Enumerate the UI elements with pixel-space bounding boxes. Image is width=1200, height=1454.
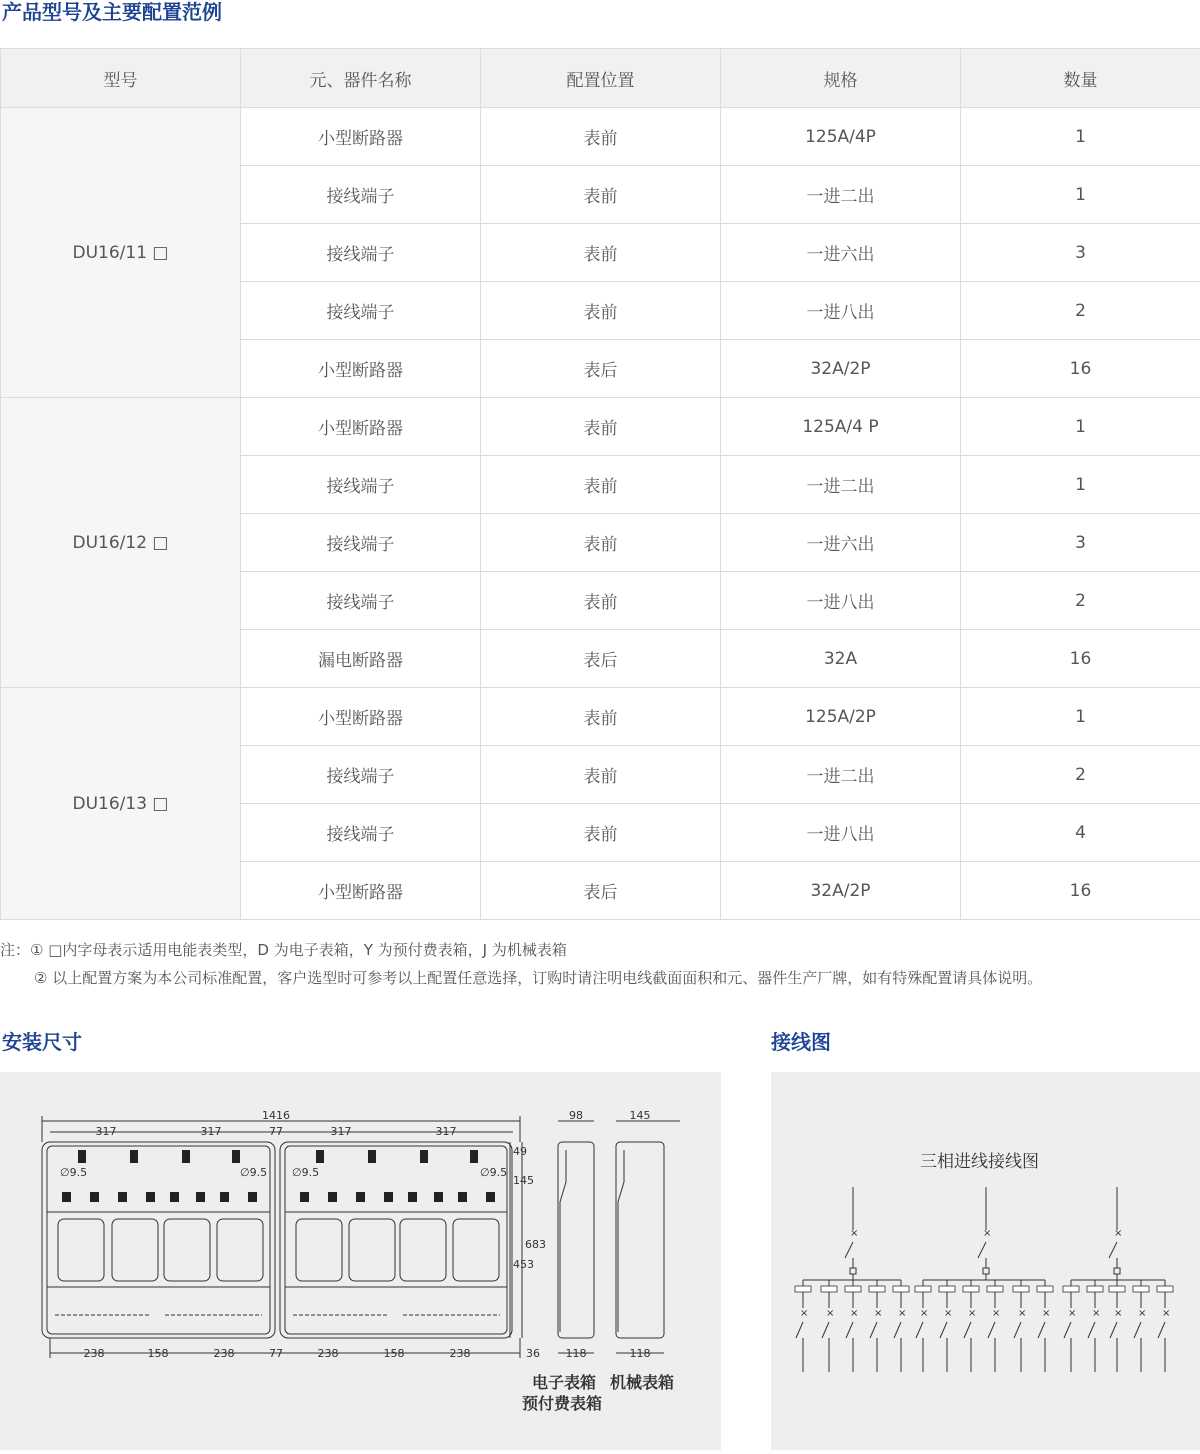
wiring-diagram-title: 三相进线接线图 bbox=[920, 1147, 1039, 1172]
branch-switch bbox=[1110, 1322, 1117, 1338]
dim-hole-3: ∅9.5 bbox=[292, 1166, 319, 1179]
component-cell: 小型断路器 bbox=[241, 398, 481, 456]
header-position: 配置位置 bbox=[481, 49, 721, 108]
kwh-meter bbox=[963, 1286, 979, 1292]
position-cell: 表前 bbox=[481, 108, 721, 166]
spec-cell: 32A/2P bbox=[721, 862, 961, 920]
branch-switch bbox=[940, 1322, 947, 1338]
spec-cell: 一进八出 bbox=[721, 572, 961, 630]
position-cell: 表前 bbox=[481, 456, 721, 514]
break-mark: × bbox=[850, 1228, 858, 1239]
component-cell: 小型断路器 bbox=[241, 340, 481, 398]
break-mark: × bbox=[1114, 1308, 1122, 1319]
spec-cell: 32A bbox=[721, 630, 961, 688]
position-cell: 表前 bbox=[481, 688, 721, 746]
dim-side-a-bottom: 118 bbox=[566, 1347, 587, 1360]
break-mark: × bbox=[898, 1308, 906, 1319]
table-row bbox=[1, 398, 1200, 456]
position-cell: 表前 bbox=[481, 746, 721, 804]
component-cell: 接线端子 bbox=[241, 746, 481, 804]
break-mark: × bbox=[1092, 1308, 1100, 1319]
spec-cell: 125A/4P bbox=[721, 108, 961, 166]
branch-switch bbox=[1064, 1322, 1071, 1338]
model-cell: DU16/13 □ bbox=[1, 688, 241, 920]
kwh-meter bbox=[1109, 1286, 1125, 1292]
branch-switch bbox=[846, 1322, 853, 1338]
kwh-meter bbox=[1013, 1286, 1029, 1292]
component-cell: 漏电断路器 bbox=[241, 630, 481, 688]
dim-overall-width: 1416 bbox=[262, 1109, 290, 1122]
header-quantity: 数量 bbox=[961, 49, 1200, 108]
quantity-cell: 16 bbox=[961, 630, 1200, 688]
dim-hole-4: ∅9.5 bbox=[480, 1166, 507, 1179]
kwh-meter bbox=[939, 1286, 955, 1292]
spec-cell: 一进二出 bbox=[721, 746, 961, 804]
spec-cell: 一进二出 bbox=[721, 166, 961, 224]
notes bbox=[0, 936, 1042, 992]
break-mark: × bbox=[1162, 1308, 1170, 1319]
position-cell: 表前 bbox=[481, 572, 721, 630]
kwh-meter bbox=[893, 1286, 909, 1292]
quantity-cell: 16 bbox=[961, 340, 1200, 398]
branch-switch bbox=[988, 1322, 995, 1338]
component-cell: 接线端子 bbox=[241, 514, 481, 572]
position-cell: 表后 bbox=[481, 340, 721, 398]
caption-prepaid: 预付费表箱 bbox=[522, 1391, 602, 1414]
kwh-meter bbox=[821, 1286, 837, 1292]
kwh-meter bbox=[1063, 1286, 1079, 1292]
branch-switch bbox=[1038, 1322, 1045, 1338]
kwh-meter bbox=[915, 1286, 931, 1292]
quantity-cell: 3 bbox=[961, 224, 1200, 282]
position-cell: 表前 bbox=[481, 224, 721, 282]
break-mark: × bbox=[826, 1308, 834, 1319]
position-cell: 表前 bbox=[481, 282, 721, 340]
component-cell: 接线端子 bbox=[241, 282, 481, 340]
dim-bottom-3: 238 bbox=[214, 1347, 235, 1360]
branch-switch bbox=[964, 1322, 971, 1338]
table-header-row bbox=[1, 49, 1200, 108]
kwh-meter bbox=[1157, 1286, 1173, 1292]
junction bbox=[850, 1268, 856, 1274]
model-cell: DU16/11 □ bbox=[1, 108, 241, 398]
quantity-cell: 2 bbox=[961, 746, 1200, 804]
break-mark: × bbox=[920, 1308, 928, 1319]
component-cell: 小型断路器 bbox=[241, 108, 481, 166]
dim-hole-2: ∅9.5 bbox=[240, 1166, 267, 1179]
dim-top-span-3: 317 bbox=[331, 1125, 352, 1138]
junction bbox=[983, 1268, 989, 1274]
dim-top-span-2: 317 bbox=[201, 1125, 222, 1138]
branch-switch bbox=[822, 1322, 829, 1338]
wiring-diagram bbox=[771, 1072, 1200, 1450]
install-section-title: 安装尺寸 bbox=[2, 1030, 82, 1054]
kwh-meter bbox=[1133, 1286, 1149, 1292]
position-cell: 表后 bbox=[481, 630, 721, 688]
kwh-meter bbox=[869, 1286, 885, 1292]
position-cell: 表前 bbox=[481, 804, 721, 862]
break-mark: × bbox=[1068, 1308, 1076, 1319]
break-mark: × bbox=[992, 1308, 1000, 1319]
component-cell: 小型断路器 bbox=[241, 688, 481, 746]
table-row bbox=[1, 108, 1200, 166]
spec-cell: 32A/2P bbox=[721, 340, 961, 398]
branch-switch bbox=[894, 1322, 901, 1338]
branch-switch bbox=[916, 1322, 923, 1338]
break-mark: × bbox=[983, 1228, 991, 1239]
break-mark: × bbox=[850, 1308, 858, 1319]
branch-switch bbox=[1088, 1322, 1095, 1338]
header-spec: 规格 bbox=[721, 49, 961, 108]
dim-side-b-top: 145 bbox=[630, 1109, 651, 1122]
branch-switch bbox=[796, 1322, 803, 1338]
dim-bottom-4: 238 bbox=[318, 1347, 339, 1360]
quantity-cell: 4 bbox=[961, 804, 1200, 862]
dim-bottom-6: 238 bbox=[450, 1347, 471, 1360]
dim-bottom-5: 158 bbox=[384, 1347, 405, 1360]
component-cell: 接线端子 bbox=[241, 804, 481, 862]
dim-top-gap: 77 bbox=[269, 1125, 283, 1138]
position-cell: 表前 bbox=[481, 398, 721, 456]
position-cell: 表后 bbox=[481, 862, 721, 920]
dim-h-mid: 453 bbox=[513, 1258, 534, 1271]
dim-right-margin: 36 bbox=[526, 1347, 540, 1360]
spec-cell: 125A/2P bbox=[721, 688, 961, 746]
dim-side-a-top: 98 bbox=[569, 1109, 583, 1122]
break-mark: × bbox=[874, 1308, 882, 1319]
component-cell: 接线端子 bbox=[241, 166, 481, 224]
kwh-meter bbox=[1037, 1286, 1053, 1292]
quantity-cell: 1 bbox=[961, 108, 1200, 166]
quantity-cell: 3 bbox=[961, 514, 1200, 572]
break-mark: × bbox=[1018, 1308, 1026, 1319]
quantity-cell: 1 bbox=[961, 688, 1200, 746]
dim-bottom-gap: 77 bbox=[269, 1347, 283, 1360]
table-row bbox=[1, 688, 1200, 746]
dim-h-top: 49 bbox=[513, 1145, 527, 1158]
kwh-meter bbox=[845, 1286, 861, 1292]
dim-top-span-4: 317 bbox=[436, 1125, 457, 1138]
component-cell: 接线端子 bbox=[241, 456, 481, 514]
quantity-cell: 1 bbox=[961, 166, 1200, 224]
spec-cell: 125A/4 P bbox=[721, 398, 961, 456]
main-switch bbox=[1109, 1242, 1117, 1258]
main-switch bbox=[845, 1242, 853, 1258]
kwh-meter bbox=[987, 1286, 1003, 1292]
branch-switch bbox=[870, 1322, 877, 1338]
position-cell: 表前 bbox=[481, 166, 721, 224]
dim-side-b-bottom: 118 bbox=[630, 1347, 651, 1360]
component-cell: 接线端子 bbox=[241, 572, 481, 630]
caption-mechanical: 机械表箱 bbox=[610, 1370, 674, 1393]
install-panel bbox=[0, 1072, 721, 1450]
quantity-cell: 1 bbox=[961, 398, 1200, 456]
model-cell: DU16/12 □ bbox=[1, 398, 241, 688]
dim-h-total: 683 bbox=[525, 1238, 546, 1251]
caption-electronic: 电子表箱 bbox=[532, 1370, 596, 1393]
break-mark: × bbox=[1114, 1228, 1122, 1239]
dim-hole-1: ∅9.5 bbox=[60, 1166, 87, 1179]
kwh-meter bbox=[795, 1286, 811, 1292]
break-mark: × bbox=[944, 1308, 952, 1319]
position-cell: 表前 bbox=[481, 514, 721, 572]
break-mark: × bbox=[1138, 1308, 1146, 1319]
dim-top-span-1: 317 bbox=[96, 1125, 117, 1138]
spec-cell: 一进二出 bbox=[721, 456, 961, 514]
install-dimension-drawing bbox=[0, 1072, 721, 1450]
config-table bbox=[0, 48, 1200, 920]
spec-cell: 一进八出 bbox=[721, 804, 961, 862]
config-section-title: 产品型号及主要配置范例 bbox=[2, 0, 222, 24]
header-component: 元、器件名称 bbox=[241, 49, 481, 108]
quantity-cell: 2 bbox=[961, 282, 1200, 340]
break-mark: × bbox=[968, 1308, 976, 1319]
quantity-cell: 1 bbox=[961, 456, 1200, 514]
quantity-cell: 16 bbox=[961, 862, 1200, 920]
break-mark: × bbox=[800, 1308, 808, 1319]
junction bbox=[1114, 1268, 1120, 1274]
component-cell: 接线端子 bbox=[241, 224, 481, 282]
quantity-cell: 2 bbox=[961, 572, 1200, 630]
branch-switch bbox=[1158, 1322, 1165, 1338]
branch-switch bbox=[1134, 1322, 1141, 1338]
dim-bottom-2: 158 bbox=[148, 1347, 169, 1360]
wiring-panel bbox=[771, 1072, 1200, 1450]
spec-cell: 一进八出 bbox=[721, 282, 961, 340]
break-mark: × bbox=[1042, 1308, 1050, 1319]
main-switch bbox=[978, 1242, 986, 1258]
dim-h-upper: 145 bbox=[513, 1174, 534, 1187]
wiring-section-title: 接线图 bbox=[771, 1030, 831, 1054]
spec-cell: 一进六出 bbox=[721, 514, 961, 572]
note-1: 注：① □内字母表示适用电能表类型，D 为电子表箱，Y 为预付费表箱，J 为机械表箱 bbox=[0, 936, 1042, 964]
spec-cell: 一进六出 bbox=[721, 224, 961, 282]
branch-switch bbox=[1014, 1322, 1021, 1338]
header-model: 型号 bbox=[1, 49, 241, 108]
note-2: ② 以上配置方案为本公司标准配置，客户选型时可参考以上配置任意选择，订购时请注明电线截面面积和元、器件生产厂牌，如有特殊配置请具体说明。 bbox=[0, 964, 1042, 992]
dim-bottom-1: 238 bbox=[84, 1347, 105, 1360]
kwh-meter bbox=[1087, 1286, 1103, 1292]
component-cell: 小型断路器 bbox=[241, 862, 481, 920]
